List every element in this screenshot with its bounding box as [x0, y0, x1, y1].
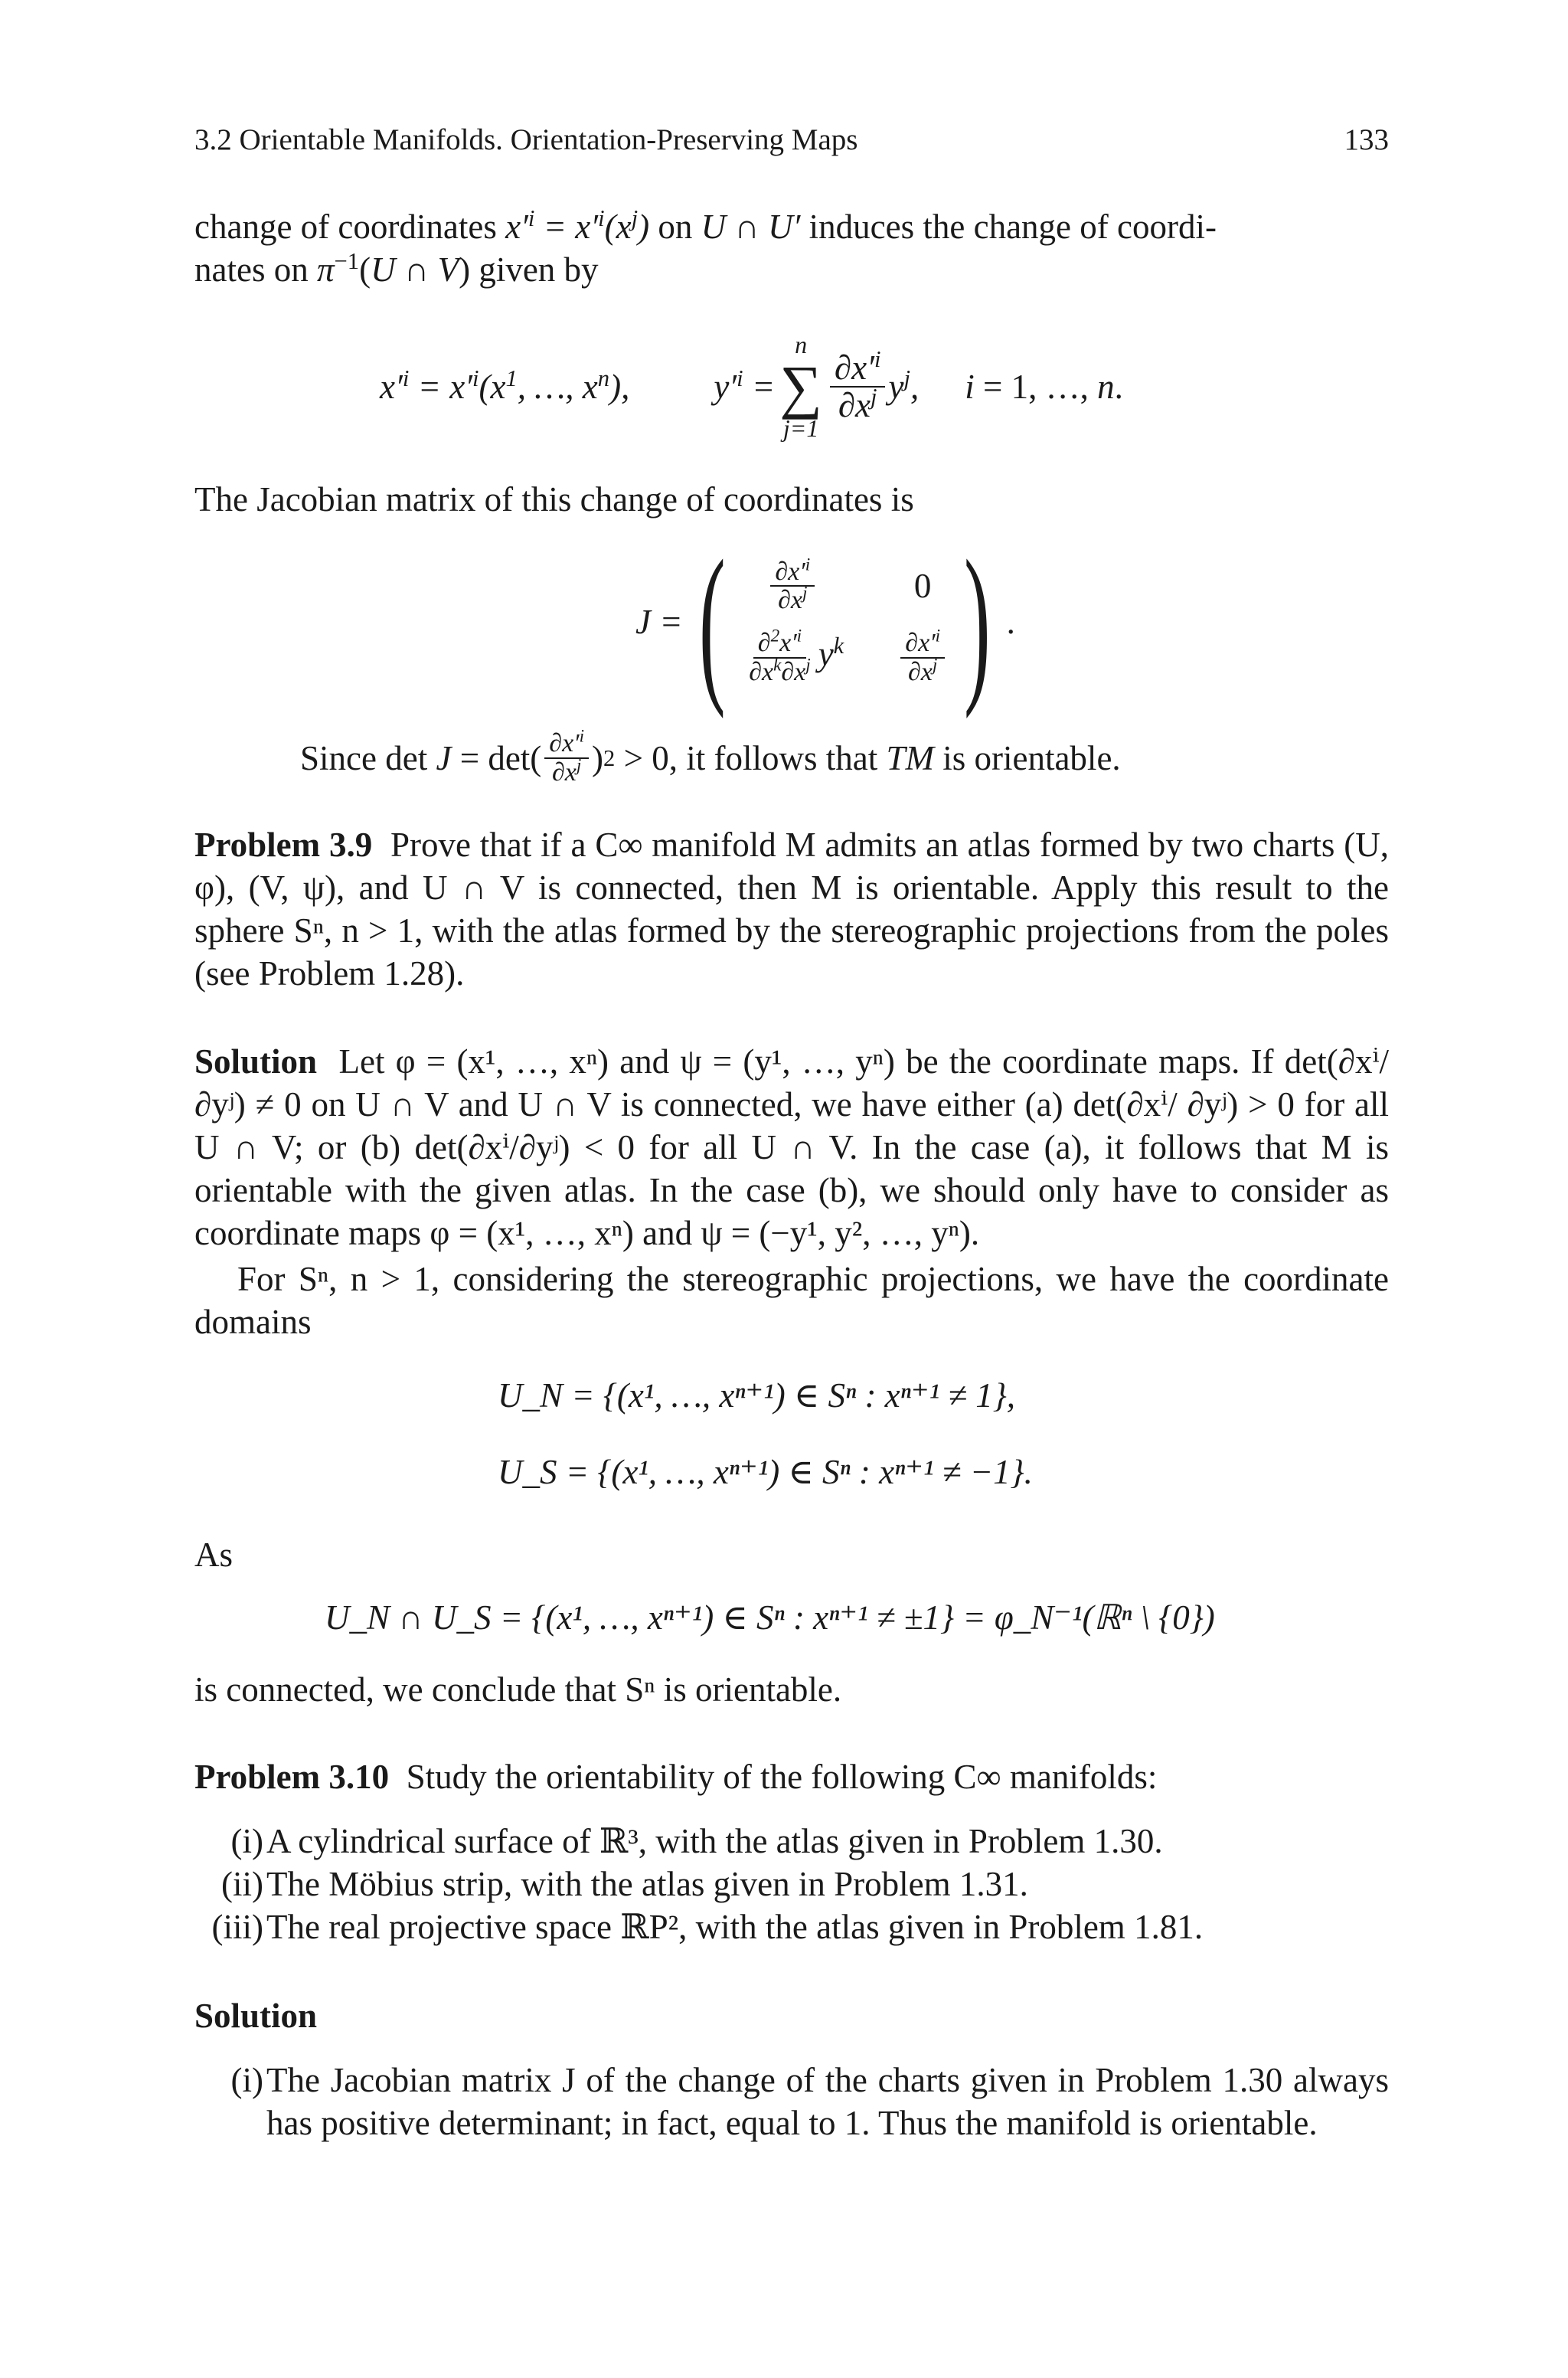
solution-text: Let φ = (x¹, …, xⁿ) and ψ = (y¹, …, yⁿ) be the coordinate maps. If det(∂xⁱ/∂yʲ) ≠ 0 on U ∩ V and U ∩ V is connected, we have either (a) det(∂xⁱ/ ∂yʲ) > 0 for all U ∩ V; or (b) det(∂xⁱ/∂yʲ) < 0 for all U ∩ V. In the case (a), it follows that M is orientable with the given atlas. In the case (b), we should only have to consider as coordinate maps φ = (x¹, …, xⁿ) and ψ = (−y¹, y², …, yⁿ). [194, 1042, 1390, 1252]
since-text: > 0, it follows that [623, 738, 878, 777]
equation-un: U_N = {(x¹, …, xⁿ⁺¹) ∈ Sⁿ : xⁿ⁺¹ ≠ 1}, [498, 1376, 1016, 1415]
item-text: A cylindrical surface of ℝ³, with the atlas given in Problem 1.30. [266, 1822, 1163, 1860]
equation-jacobian-matrix: J = ( $\frac{\partial x'^i}{\partial x^j}$ 0 $\frac{\partial^2x'^i}{\partial x^k\partial x^j}$ $y^k$ $\frac{\partial x'^i}{\partial x^j}$ ) . [635, 524, 1015, 719]
item-label: (i) [230, 1822, 263, 1860]
solution-item [194, 2059, 1389, 2144]
problem-3-9 [194, 823, 1389, 995]
equation-us: U_S = {(x¹, …, xⁿ⁺¹) ∈ Sⁿ : xⁿ⁺¹ ≠ −1}. [498, 1453, 1033, 1491]
as-word: As [194, 1536, 234, 1574]
item-label: (i) [230, 2061, 263, 2099]
matrix: ( $\frac{\partial x'^i}{\partial x^j}$ 0 $\frac{\partial^2x'^i}{\partial x^k\partial x^j}$ $y^k$ $\frac{\partial x'^i}{\partial x^j}$ ) [698, 524, 991, 719]
since-det-line: Since det J = det( $\frac{\partial x'^i}{\partial x^j}$ ) 2 > 0, it follows that TM is orientable. [300, 726, 1121, 787]
inline-math: $x'^i = x'^i(x^j)$ [505, 205, 650, 246]
intro-text: change of coordinates [194, 208, 497, 246]
running-header [194, 123, 1389, 157]
problem-label: Problem 3.9 [194, 826, 373, 864]
summation-symbol: n ∑ j=1 [779, 330, 822, 443]
intro-text: nates on [194, 250, 309, 289]
equation-intersection: U_N ∩ U_S = {(x¹, …, xⁿ⁺¹) ∈ Sⁿ : xⁿ⁺¹ ≠ ±1} = φ_N⁻¹(ℝⁿ \ {0}) [325, 1598, 1215, 1637]
inline-math: π [316, 250, 335, 289]
since-text: = det( [459, 738, 542, 777]
jacobian-intro: The Jacobian matrix of this change of coordinates is [194, 480, 914, 518]
item-text: The Jacobian matrix J of the change of the charts given in Problem 1.30 always has positive determinant; in fact, equal to 1. Thus the manifold is orientable. [266, 2061, 1389, 2142]
problem-3-10 [194, 1755, 1389, 1798]
intro-text: given by [479, 250, 599, 289]
problem-item [194, 1820, 1389, 1863]
inline-math: U [701, 208, 727, 246]
problem-text: Study the orientability of the following C∞ manifolds: [406, 1758, 1158, 1796]
intro-text: induces the change of coordi- [808, 208, 1217, 246]
solution-label: Solution [194, 1042, 318, 1081]
item-label: (iii) [211, 1908, 263, 1946]
problem-item [194, 1905, 1389, 1948]
solution-paragraph-2: For Sⁿ, n > 1, considering the stereographic projections, we have the coordinate domains [194, 1260, 1389, 1341]
problem-item [194, 1863, 1389, 1905]
solution-3-10 [194, 1994, 1389, 2037]
intro-paragraph: change of coordinates $x'^i = x'^i(x^j)$ on U ∩ U′ induces the change of coordi- nates on $\pi^{-1}(U$ ∩ V) given by [194, 205, 1217, 289]
conclusion: is connected, we conclude that Sⁿ is orientable. [194, 1670, 842, 1709]
item-text: The real projective space ℝP², with the atlas given in Problem 1.81. [266, 1908, 1204, 1946]
item-text: The Möbius strip, with the atlas given in Problem 1.31. [266, 1865, 1028, 1903]
section-title: 3.2 Orientable Manifolds. Orientation-Preserving Maps [194, 123, 858, 156]
item-label: (ii) [221, 1865, 263, 1903]
solution-label: Solution [194, 1997, 318, 2035]
problem-text: Prove that if a C∞ manifold M admits an atlas formed by two charts (U, φ), (V, ψ), and U ∩ V is connected, then M is orientable. Apply this result to the sphere Sⁿ, n > 1, with the atlas formed by the stereographic projections from the poles (see Problem 1.28). [194, 826, 1390, 993]
since-text: is orientable. [942, 738, 1121, 777]
since-text: Since det [300, 738, 428, 777]
page-number: 133 [1344, 123, 1389, 156]
intro-text: on [658, 208, 693, 246]
problem-label: Problem 3.10 [194, 1758, 390, 1796]
solution-3-9 [194, 1040, 1389, 1254]
equation-coordinate-change: $x'^i = x'^i(x^1$, …, $x^n$), $y'^i$ = n ∑ j=1 $\frac{\partial x'^i}{\partial x^j}$ $y^j$, i = 1, …, n. [380, 330, 1123, 443]
